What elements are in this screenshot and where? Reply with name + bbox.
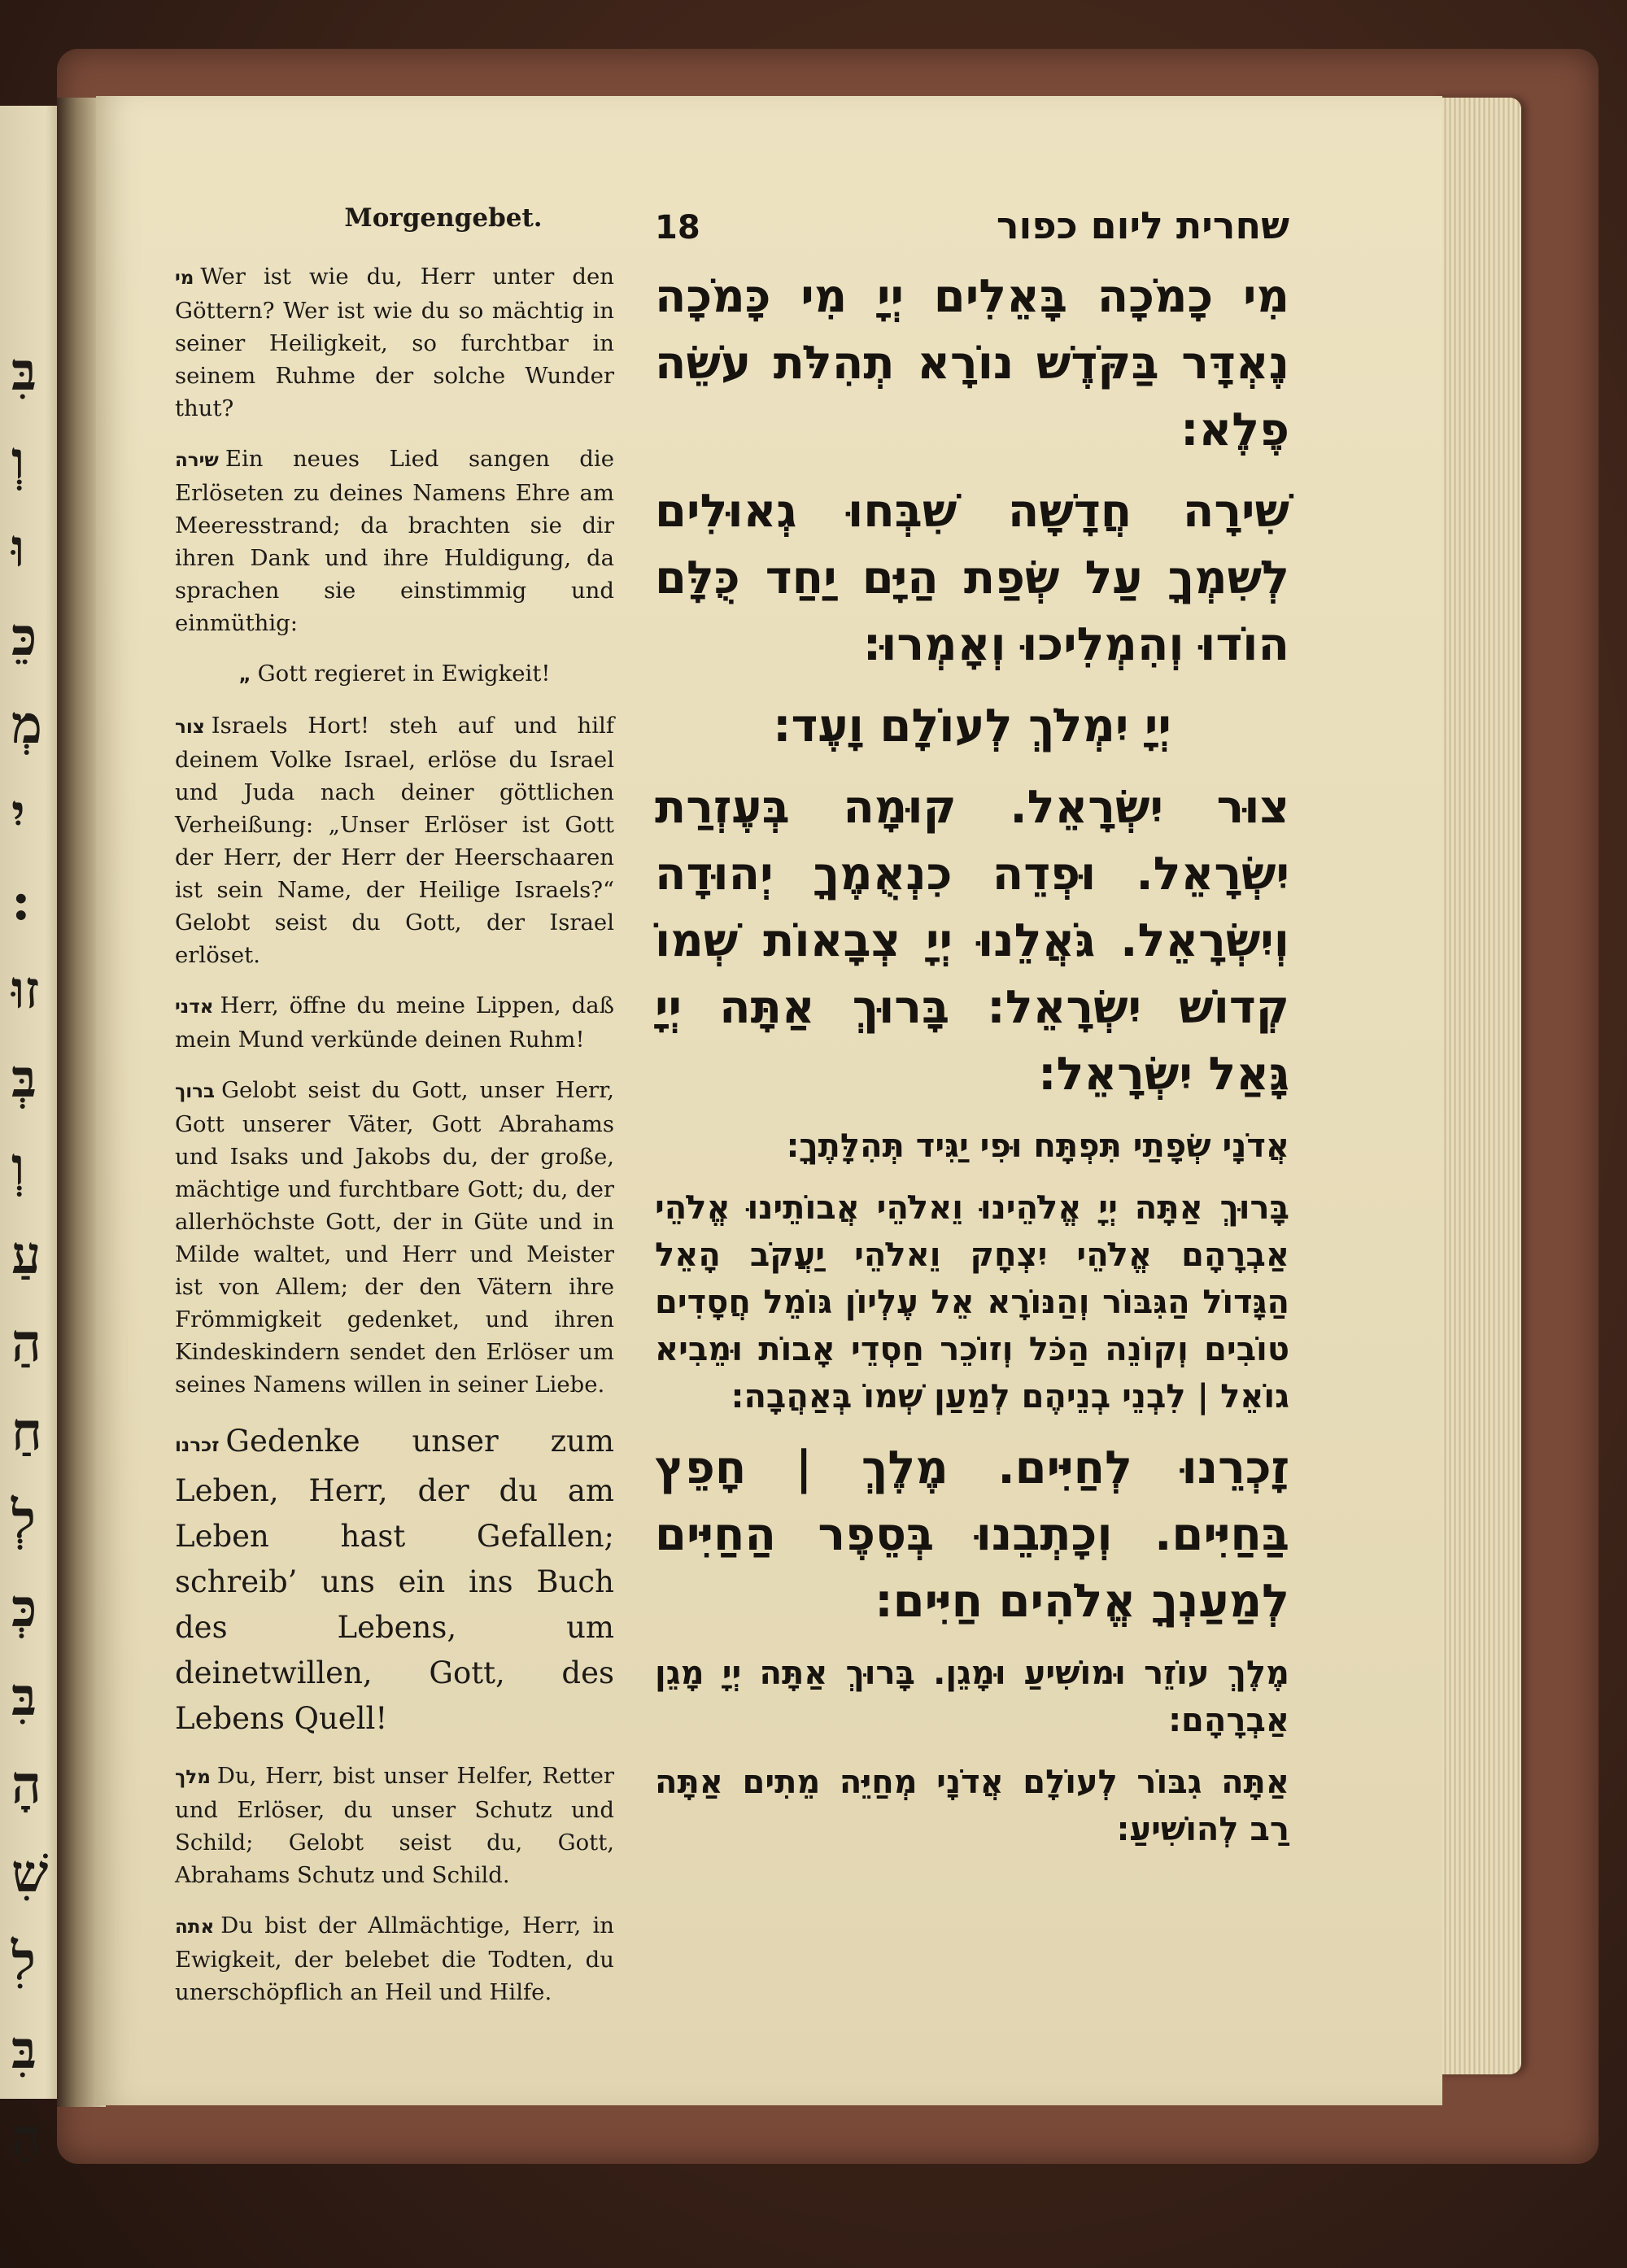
german-paragraph: „ Gott regieret in Ewigkeit!	[238, 661, 551, 687]
facing-page-glyph: בִּ	[11, 1666, 37, 1728]
facing-page-glyph: בִּ	[11, 2019, 37, 2081]
facing-page-glyph: זוּ	[11, 960, 40, 1021]
hebrew-paragraph: יְיָ יִמְלֹךְ לְעוֹלָם וָעֶד:	[773, 700, 1171, 752]
facing-page-glyph: שִׁ	[11, 1843, 49, 1904]
german-paragraph: אתה Du bist der Allmächtige, Herr, in Ewigkeit, der belebet die Todten, du unerschöpflich an Heil und Hilfe.	[175, 1913, 614, 2005]
hebrew-paragraph: מִי כָמֹכָה בָּאֵלִים יְיָ מִי כָּמֹכָה נֶאְדָּר בַּקֹּדֶשׁ נוֹרָא תְהִלֹּת עֹשֵׂה פֶלֶא:	[655, 270, 1289, 456]
page-number: 18	[655, 209, 700, 246]
facing-page-glyph: הַ	[11, 2108, 41, 2170]
german-paragraph: צור Israels Hort! steh auf und hilf deinem Volke Israel, erlöse du Israel und Juda nach deiner göttlichen Verheißung: „Unser Erlöser ist Gott der Herr, der Herr der Heerschaaren ist sein Name, der Heilige Israels?“ Gelobt seist du Gott, der Israel erlöset.	[175, 713, 614, 968]
facing-page-glyph: כֵּ	[11, 606, 37, 668]
hebrew-paragraph: אַתָּה גִבּוֹר לְעוֹלָם אֲדֹנָי מְחַיֵּה מֵתִים אַתָּה רַב לְהוֹשִׁיעַ:	[655, 1764, 1289, 1848]
german-paragraph: מי Wer ist wie du, Herr unter den Göttern? Wer ist wie du so mächtig in seiner Heiligkeit, so furchtbar in seinem Ruhme der solche Wunder thut?	[175, 264, 614, 421]
facing-page-glyph: וְ	[11, 430, 25, 491]
german-column	[175, 203, 614, 2026]
facing-page-glyph: עַ	[11, 1224, 41, 1286]
hebrew-paragraph: מֶלֶךְ עוֹזֵר וּמוֹשִׁיעַ וּמָגֵן. בָּרוּךְ אַתָּה יְיָ מָגֵן אַבְרָהָם:	[655, 1655, 1289, 1739]
facing-page-glyph: בְּ	[11, 1048, 37, 1110]
hebrew-paragraph: בָּרוּךְ אַתָּה יְיָ אֱלֹהֵינוּ וֵאלֹהֵי אֲבוֹתֵינוּ אֱלֹהֵי אַבְרָהָם אֱלֹהֵי יִצְחָק וֵאלֹהֵי יַעֲקֹב הָאֵל הַגָּדוֹל הַגִּבּוֹר וְהַנּוֹרָא אֵל עֶלְיוֹן גּוֹמֵל חֲסָדִים טוֹבִים וְקוֹנֵה הַכֹּל וְזוֹכֵר חַסְדֵי אָבוֹת וּמֵבִיא גוֹאֵל | לִבְנֵי בְנֵיהֶם לְמַעַן שְׁמוֹ בְּאַהֲבָה:	[655, 1189, 1289, 1415]
facing-page-glyph: וּ	[11, 518, 25, 580]
hebrew-paragraph: צוּר יִשְׂרָאֵל. קוּמָה בְּעֶזְרַת יִשְׂרָאֵל. וּפְדֵה כִנְאֻמֶךָ יְהוּדָה וְיִשְׂרָאֵל. גֹּאֲלֵנוּ יְיָ צְבָאוֹת שְׁמוֹ קְדוֹשׁ יִשְׂרָאֵל: בָּרוּךְ אַתָּה יְיָ גָּאַל יִשְׂרָאֵל:	[655, 781, 1289, 1101]
facing-page-glyph: לְ	[11, 1489, 36, 1551]
hebrew-header-row	[655, 203, 1289, 247]
hebrew-paragraph: אֲדֹנָי שְׂפָתַי תִּפְתָּח וּפִי יַגִּיד תְּהִלָּתֶךָ:	[786, 1127, 1289, 1165]
facing-page-glyph: חַ	[11, 1401, 42, 1463]
german-paragraph: ברוך Gelobt seist du Gott, unser Herr, Gott unserer Väter, Gott Abrahams und Isaks und Jakobs du, der große, mächtige und furchtbare Gott; du, der allerhöchste Gott, der in Güte und in Milde waltet, und Herr und Meister ist von Allem; der den Vätern ihre Frömmigkeit gedenket, und ihren Kindeskindern sendet den Erlöser um seines Namens willen in seiner Liebe.	[175, 1077, 614, 1398]
german-paragraph: זכרנו Gedenke unser zum Leben, Herr, der du am Leben hast Gefallen; schreib’ uns ein ins Buch des Lebens, um deinetwillen, Gott, des Lebens Quell!	[175, 1424, 614, 1736]
page-edges	[1432, 98, 1521, 2074]
facing-page-glyph: לִ	[11, 1931, 36, 1993]
facing-page-edge	[0, 106, 65, 2170]
german-paragraph: שירה Ein neues Lied sangen die Erlöseten zu deines Namens Ehre am Meeresstrand; da brachten sie dir ihren Dank und ihre Huldigung, da sprachen sie einstimmig und einmüthig:	[175, 446, 614, 636]
hebrew-paragraph: זָכְרֵנוּ לְחַיִּים. מֶלֶךְ | חָפֵץ בַּחַיִּים. וְכָתְבֵנוּ בְּסֵפֶר הַחַיִּים לְמַעַנְךָ אֱלֹהִים חַיִּים:	[655, 1441, 1289, 1628]
facing-page-glyph: כְּ	[11, 1578, 37, 1639]
german-paragraph: אדני Herr, öffne du meine Lippen, daß mein Mund verkünde deinen Ruhm!	[175, 992, 614, 1053]
hebrew-column	[655, 203, 1289, 1868]
facing-page-glyph: וְ	[11, 1136, 25, 1198]
hebrew-paragraph: שִׁירָה חֲדָשָׁה שִׁבְּחוּ גְאוּלִים לְשִׁמְךָ עַל שְׂפַת הַיָּם יַחַד כֻּלָּם הוֹדוּ וְהִמְלִיכוּ וְאָמְרוּ:	[655, 485, 1289, 671]
facing-page-glyph: יִ	[11, 783, 25, 844]
facing-page-glyph: מְ	[11, 695, 42, 757]
facing-page-glyph: הָ	[11, 1755, 41, 1817]
facing-page-glyph: בִּ	[11, 342, 37, 403]
german-paragraph: מלך Du, Herr, bist unser Helfer, Retter und Erlöser, du unser Schutz und Schild; Gelobt seist du, Gott, Abrahams Schutz und Schild.	[175, 1763, 614, 1888]
facing-page-glyph: הַ	[11, 1313, 41, 1375]
german-header: Morgengebet.	[344, 203, 543, 233]
facing-page-glyph: :	[11, 871, 31, 933]
hebrew-header: שחרית ליום כפור	[996, 203, 1289, 247]
